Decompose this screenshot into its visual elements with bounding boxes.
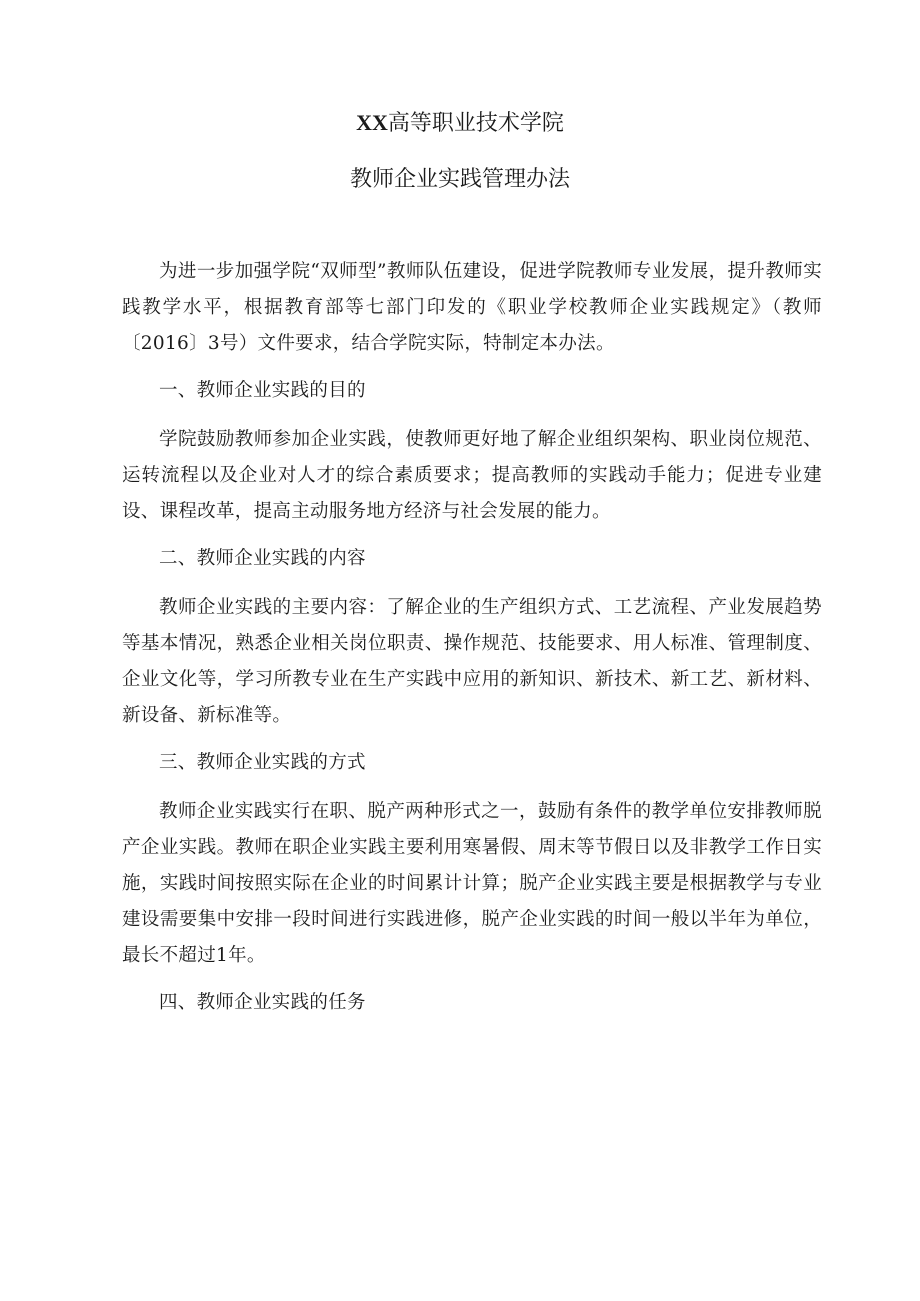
document-body — [122, 254, 822, 1034]
document-title — [0, 108, 920, 195]
section-heading-2: 二、教师企业实践的内容 — [159, 548, 366, 569]
section-heading-4: 四、教师企业实践的任务 — [159, 992, 366, 1013]
section-paragraph-1: 学院鼓励教师参加企业实践，使教师更好地了解企业组织架构、职业岗位规范、运转流程以及企业对人才的综合素质要求；提高教师的实践动手能力；促进专业建设、课程改革，提高主动服务地方经济与社会发展的能力。 — [122, 429, 822, 522]
section-paragraph-3: 教师企业实践实行在职、脱产两种形式之一，鼓励有条件的教学单位安排教师脱产企业实践。教师在职企业实践主要利用寒暑假、周末等节假日以及非教学工作日实施，实践时间按照实际在企业的时间累计计算；脱产企业实践主要是根据教学与专业建设需要集中安排一段时间进行实践进修，脱产企业实践的时间一般以半年为单位，最长不超过1年。 — [122, 801, 822, 966]
title-institution-prefix: XX — [356, 110, 388, 135]
section-paragraph-2: 教师企业实践的主要内容：了解企业的生产组织方式、工艺流程、产业发展趋势等基本情况，熟悉企业相关岗位职责、操作规范、技能要求、用人标准、管理制度、企业文化等，学习所教专业在生产实践中应用的新知识、新技术、新工艺、新材料、新设备、新标准等。 — [122, 597, 822, 726]
title-line-1 — [0, 108, 920, 139]
section-heading-3: 三、教师企业实践的方式 — [159, 752, 366, 773]
section-heading-1: 一、教师企业实践的目的 — [159, 380, 366, 401]
title-institution-name: 高等职业技术学院 — [387, 111, 564, 136]
intro-paragraph: 为进一步加强学院“双师型”教师队伍建设，促进学院教师专业发展，提升教师实践教学水平，根据教育部等七部门印发的《职业学校教师企业实践规定》（教师〔2016〕3号）文件要求，结合学院实际，特制定本办法。 — [122, 261, 822, 354]
title-line-2: 教师企业实践管理办法 — [349, 167, 570, 192]
